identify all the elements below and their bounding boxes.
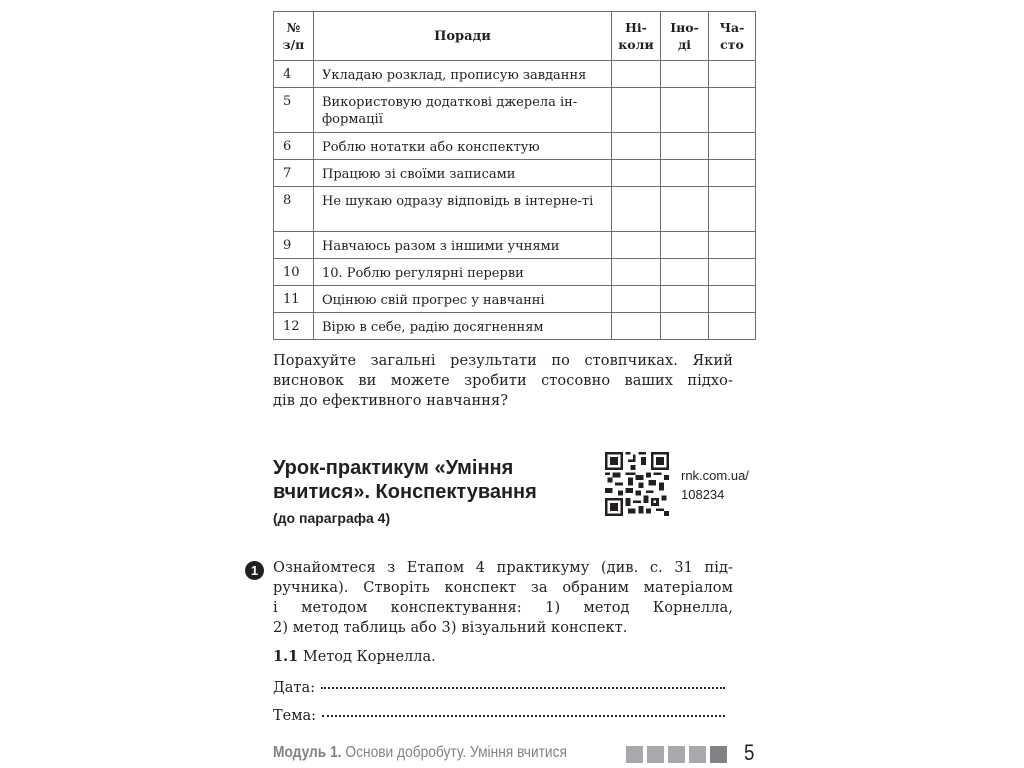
cell-sometimes[interactable]	[661, 313, 709, 340]
cell-sometimes[interactable]	[661, 259, 709, 286]
lesson-title-line: вчитися». Конспектування	[273, 481, 537, 503]
footer-square	[710, 746, 727, 763]
table-header-row	[274, 12, 756, 61]
row-text: Працюю зі своїми записами	[314, 160, 612, 187]
cell-sometimes[interactable]	[661, 232, 709, 259]
row-text: 10. Роблю регулярні перерви	[314, 259, 612, 286]
row-text: Використовую додаткові джерела ін-формації	[314, 88, 612, 133]
cell-often[interactable]	[709, 286, 756, 313]
row-num: 12	[274, 313, 314, 340]
table-row	[274, 232, 756, 259]
cell-often[interactable]	[709, 313, 756, 340]
resource-link[interactable]	[681, 466, 749, 504]
header-sometimes: Іно- ді	[661, 12, 709, 61]
qr-code-icon[interactable]	[605, 452, 669, 516]
task-text	[273, 558, 733, 638]
cell-never[interactable]	[612, 160, 661, 187]
table-row	[274, 187, 756, 232]
header-num: № з/п	[274, 12, 314, 61]
lesson-title	[273, 456, 593, 504]
cell-sometimes[interactable]	[661, 133, 709, 160]
cell-never[interactable]	[612, 259, 661, 286]
module-caption	[273, 744, 567, 762]
cell-never[interactable]	[612, 88, 661, 133]
row-num: 11	[274, 286, 314, 313]
row-num: 5	[274, 88, 314, 133]
table-row	[274, 88, 756, 133]
question-line: висновок ви можете зробити стосовно ваших підхо-	[273, 373, 733, 389]
row-num: 7	[274, 160, 314, 187]
cell-never[interactable]	[612, 286, 661, 313]
task-line: 2) метод таблиць або 3) візуальний конспект.	[273, 620, 628, 636]
page-number: 5	[744, 740, 755, 765]
lesson-title-line: Урок-практикум «Уміння	[273, 457, 514, 479]
cell-sometimes[interactable]	[661, 286, 709, 313]
link-line: rnk.com.ua/	[681, 468, 749, 483]
cell-often[interactable]	[709, 187, 756, 232]
cell-often[interactable]	[709, 232, 756, 259]
question-line: дів до ефективного навчання?	[273, 393, 509, 409]
table-row	[274, 313, 756, 340]
page-footer	[273, 740, 773, 766]
table-row	[274, 61, 756, 88]
sub-task-text: Метод Корнелла.	[302, 649, 436, 665]
date-field[interactable]	[273, 680, 725, 696]
task-line: і методом конспектування: 1) метод Корнелла,	[273, 600, 733, 616]
row-num: 9	[274, 232, 314, 259]
module-title: Основи добробуту. Уміння вчитися	[345, 744, 567, 761]
header-advice: Поради	[314, 12, 612, 61]
task-line: Ознайомтеся з Етапом 4 практикуму (див. с. 31 під-	[273, 560, 733, 576]
footer-square	[626, 746, 643, 763]
date-dotted-line[interactable]	[321, 687, 725, 689]
topic-label: Тема:	[273, 708, 317, 724]
task-line: ручника). Створіть конспект за обраним матеріалом	[273, 580, 733, 596]
sub-task-number: 1.1	[273, 648, 299, 665]
row-num: 8	[274, 187, 314, 232]
row-num: 6	[274, 133, 314, 160]
cell-often[interactable]	[709, 160, 756, 187]
table-row	[274, 286, 756, 313]
footer-square	[668, 746, 685, 763]
cell-sometimes[interactable]	[661, 61, 709, 88]
module-number: Модуль 1.	[273, 744, 342, 761]
row-text: Вірю в себе, радію досягненням	[314, 313, 612, 340]
row-text: Укладаю розклад, прописую завдання	[314, 61, 612, 88]
row-text: Не шукаю одразу відповідь в інтерне-ті	[314, 187, 612, 232]
cell-sometimes[interactable]	[661, 187, 709, 232]
row-text: Навчаюсь разом з іншими учнями	[314, 232, 612, 259]
row-num: 10	[274, 259, 314, 286]
summary-question	[273, 351, 733, 411]
topic-field[interactable]	[273, 708, 725, 724]
topic-dotted-line[interactable]	[322, 715, 725, 717]
task-number-badge: 1	[245, 561, 264, 580]
date-label: Дата:	[273, 680, 315, 696]
row-num: 4	[274, 61, 314, 88]
row-text: Роблю нотатки або конспектую	[314, 133, 612, 160]
header-often: Ча- сто	[709, 12, 756, 61]
advice-table	[273, 11, 756, 340]
cell-never[interactable]	[612, 187, 661, 232]
footer-square	[647, 746, 664, 763]
sub-task	[273, 648, 436, 665]
cell-often[interactable]	[709, 259, 756, 286]
lesson-subtitle: (до параграфа 4)	[273, 510, 391, 526]
cell-never[interactable]	[612, 313, 661, 340]
header-never: Ні- коли	[612, 12, 661, 61]
cell-never[interactable]	[612, 232, 661, 259]
cell-sometimes[interactable]	[661, 160, 709, 187]
row-text: Оцінюю свій прогрес у навчанні	[314, 286, 612, 313]
cell-never[interactable]	[612, 61, 661, 88]
footer-square	[689, 746, 706, 763]
table-row	[274, 160, 756, 187]
cell-often[interactable]	[709, 133, 756, 160]
cell-often[interactable]	[709, 61, 756, 88]
link-line: 108234	[681, 487, 725, 502]
cell-sometimes[interactable]	[661, 88, 709, 133]
question-line: Порахуйте загальні результати по стовпчиках. Який	[273, 353, 733, 369]
cell-never[interactable]	[612, 133, 661, 160]
table-row	[274, 259, 756, 286]
table-row	[274, 133, 756, 160]
cell-often[interactable]	[709, 88, 756, 133]
